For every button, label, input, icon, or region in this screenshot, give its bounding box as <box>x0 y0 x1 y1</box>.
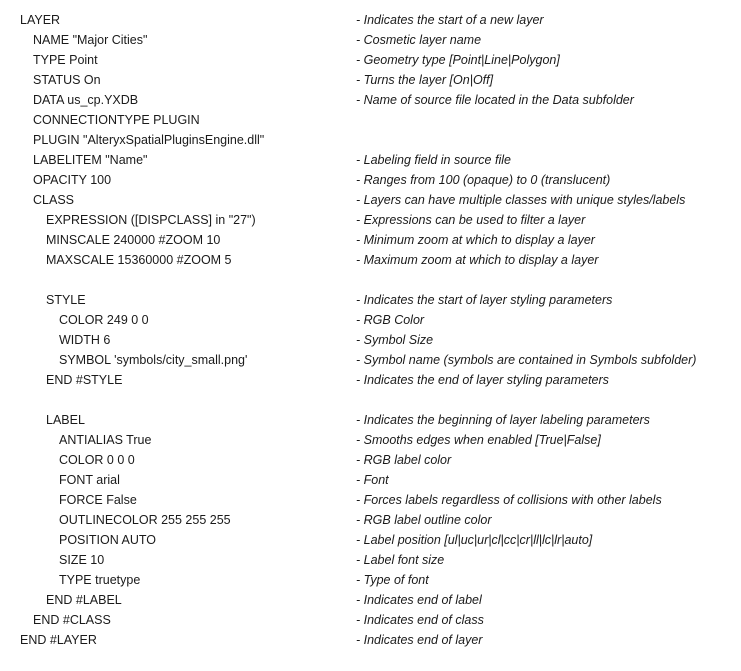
doc-line <box>0 210 741 230</box>
code-text: SYMBOL 'symbols/city_small.png' <box>59 353 248 367</box>
comment-text: - Forces labels regardless of collisions with other labels <box>356 493 662 507</box>
doc-line <box>0 550 741 570</box>
comment-text: - Maximum zoom at which to display a layer <box>356 253 599 267</box>
comment-text: - Cosmetic layer name <box>356 33 482 47</box>
code-text: MAXSCALE 15360000 #ZOOM 5 <box>46 253 232 267</box>
comment-text: - Indicates end of class <box>356 613 484 627</box>
comment-text: - Indicates end of label <box>356 593 482 607</box>
doc-line <box>0 450 741 470</box>
doc-line <box>0 110 741 130</box>
doc-line <box>0 310 741 330</box>
code-text: OUTLINECOLOR 255 255 255 <box>59 513 231 527</box>
doc-line <box>0 570 741 590</box>
code-text: EXPRESSION ([DISPCLASS] in "27") <box>46 213 256 227</box>
doc-line <box>0 90 741 110</box>
doc-line <box>0 530 741 550</box>
doc-line <box>0 290 741 310</box>
code-text: POSITION AUTO <box>59 533 157 547</box>
doc-line <box>0 50 741 70</box>
comment-text: - Indicates the start of layer styling parameters <box>356 293 613 307</box>
code-text: ANTIALIAS True <box>59 433 152 447</box>
comment-text: - Type of font <box>356 573 429 587</box>
code-text: END #CLASS <box>33 613 111 627</box>
comment-text: - Smooths edges when enabled [True|False] <box>356 433 601 447</box>
comment-text: - Labeling field in source file <box>356 153 511 167</box>
doc-line <box>0 610 741 630</box>
comment-text: - Indicates end of layer <box>356 633 483 647</box>
doc-line <box>0 510 741 530</box>
comment-text: - RGB label outline color <box>356 513 492 527</box>
code-text: PLUGIN "AlteryxSpatialPluginsEngine.dll" <box>33 133 265 147</box>
comment-text: - Label font size <box>356 553 445 567</box>
code-text: COLOR 0 0 0 <box>59 453 135 467</box>
comment-text: - Indicates the beginning of layer labeling parameters <box>356 413 650 427</box>
comment-text: - Name of source file located in the Data subfolder <box>356 93 634 107</box>
doc-line <box>0 250 741 270</box>
mapfile-layer-listing <box>0 10 741 650</box>
comment-text: - Indicates the start of a new layer <box>356 13 544 27</box>
doc-line <box>0 410 741 430</box>
comment-text: - Expressions can be used to filter a layer <box>356 213 586 227</box>
code-text: DATA us_cp.YXDB <box>33 93 139 107</box>
doc-line <box>0 150 741 170</box>
code-text: STYLE <box>46 293 86 307</box>
comment-text: - Symbol Size <box>356 333 434 347</box>
code-text: CLASS <box>33 193 74 207</box>
comment-text: - Geometry type [Point|Line|Polygon] <box>356 53 560 67</box>
comment-text: - Layers can have multiple classes with unique styles/labels <box>356 193 686 207</box>
doc-line <box>0 490 741 510</box>
doc-line <box>0 630 741 650</box>
comment-text: - RGB label color <box>356 453 452 467</box>
blank-line <box>0 390 741 410</box>
doc-line <box>0 130 741 150</box>
doc-line <box>0 590 741 610</box>
doc-line <box>0 370 741 390</box>
code-text: LAYER <box>20 13 61 27</box>
code-text: LABEL <box>46 413 85 427</box>
doc-line <box>0 330 741 350</box>
code-text: OPACITY 100 <box>33 173 112 187</box>
code-text: END #STYLE <box>46 373 123 387</box>
code-text: NAME "Major Cities" <box>33 33 148 47</box>
code-text: FONT arial <box>59 473 120 487</box>
code-text: TYPE truetype <box>59 573 141 587</box>
comment-text: - Minimum zoom at which to display a layer <box>356 233 595 247</box>
comment-text: - Symbol name (symbols are contained in Symbols subfolder) <box>356 353 697 367</box>
comment-text: - Turns the layer [On|Off] <box>356 73 494 87</box>
blank-line <box>0 270 741 290</box>
doc-line <box>0 470 741 490</box>
code-text: TYPE Point <box>33 53 98 67</box>
doc-line <box>0 430 741 450</box>
doc-line <box>0 170 741 190</box>
code-text: LABELITEM "Name" <box>33 153 148 167</box>
doc-line <box>0 350 741 370</box>
doc-line <box>0 70 741 90</box>
doc-line <box>0 230 741 250</box>
code-text: MINSCALE 240000 #ZOOM 10 <box>46 233 221 247</box>
doc-line <box>0 30 741 50</box>
code-text: FORCE False <box>59 493 137 507</box>
comment-text: - Ranges from 100 (opaque) to 0 (translucent) <box>356 173 611 187</box>
code-text: END #LAYER <box>20 633 97 647</box>
comment-text: - RGB Color <box>356 313 425 327</box>
code-text: WIDTH 6 <box>59 333 111 347</box>
doc-line <box>0 190 741 210</box>
code-text: END #LABEL <box>46 593 122 607</box>
doc-line <box>0 10 741 30</box>
code-text: STATUS On <box>33 73 101 87</box>
comment-text: - Label position [ul|uc|ur|cl|cc|cr|ll|lc|lr|auto] <box>356 533 593 547</box>
code-text: CONNECTIONTYPE PLUGIN <box>33 113 200 127</box>
comment-text: - Indicates the end of layer styling parameters <box>356 373 609 387</box>
code-text: COLOR 249 0 0 <box>59 313 149 327</box>
code-text: SIZE 10 <box>59 553 105 567</box>
comment-text: - Font <box>356 473 389 487</box>
